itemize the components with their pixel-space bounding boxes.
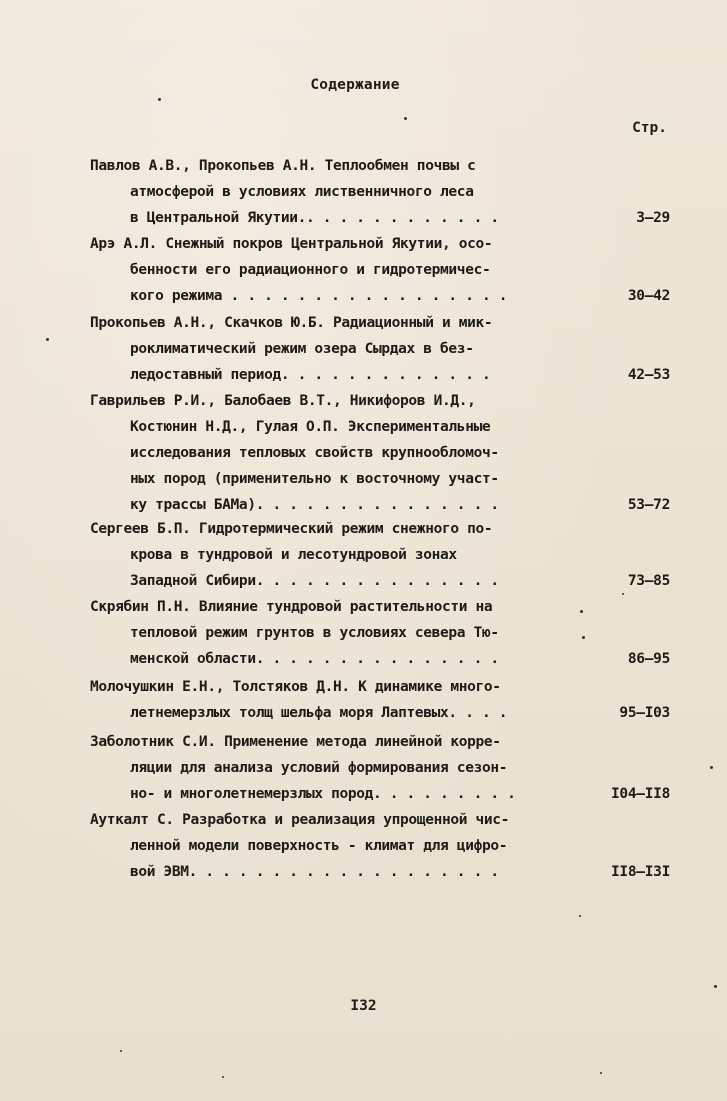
toc-entry (90, 807, 670, 885)
page-number: I32 (350, 998, 377, 1014)
entry-pages: 30–42 (627, 288, 670, 304)
entry-pages: I04–II8 (610, 786, 670, 802)
entry-line: бенности его радиационного и гидротермичес- (130, 262, 491, 278)
entry-line: Молочушкин Е.Н., Толстяков Д.Н. К динамике много- (90, 679, 501, 695)
entry-line-last (90, 492, 670, 518)
entry-line: Ауткалт С. Разработка и реализация упрощенной чис- (90, 812, 509, 828)
entry-pages: 73–85 (627, 573, 670, 589)
entry-line: кого режима . . . . . . . . . . . . . . . . . (130, 288, 508, 304)
entry-line: ку трассы БАМа). . . . . . . . . . . . . . . (130, 497, 499, 513)
paper-speck (222, 1076, 224, 1078)
entry-pages: 53–72 (627, 497, 670, 513)
entry-line: менской области. . . . . . . . . . . . . . . (130, 651, 499, 667)
toc-entry (90, 231, 670, 309)
entry-line: ленной модели поверхность - климат для цифро- (130, 838, 508, 854)
paper-speck (404, 117, 407, 120)
entry-line-last (90, 205, 670, 231)
entry-line: но- и многолетнемерзлых пород. . . . . . . . . (130, 786, 516, 802)
entry-line: в Центральной Якутии.. . . . . . . . . . . . (130, 210, 499, 226)
entry-line: Заболотник С.И. Применение метода линейной корре- (90, 734, 501, 750)
paper-speck (582, 636, 585, 639)
paper-speck (600, 1072, 602, 1074)
entry-line: летнемерзлых толщ шельфа моря Лаптевых. . . . (130, 705, 508, 721)
entry-line-last (90, 859, 670, 885)
paper-speck (714, 985, 717, 988)
entry-line: Западной Сибири. . . . . . . . . . . . . . . (130, 573, 499, 589)
entry-line: Сергеев Б.П. Гидротермический режим снежного по- (90, 521, 493, 537)
entry-line: Прокопьев А.Н., Скачков Ю.Б. Радиационный и мик- (90, 315, 493, 331)
entry-pages: 3–29 (636, 210, 670, 226)
entry-line: Павлов А.В., Прокопьев А.Н. Теплообмен почвы с (90, 158, 476, 174)
entry-line: ных пород (применительно к восточному участ- (130, 471, 499, 487)
entry-line: роклиматический режим озера Сырдах в без- (130, 341, 474, 357)
entry-pages: 95–I03 (619, 705, 670, 721)
pages-column-header: Стр. (632, 120, 667, 136)
entry-line: атмосферой в условиях лиственничного леса (130, 184, 474, 200)
entry-line: Гаврильев Р.И., Балобаев В.Т., Никифоров И.Д., (90, 393, 476, 409)
paper-speck (710, 766, 713, 769)
toc-entry (90, 516, 670, 594)
paper-speck (120, 1050, 122, 1052)
page-title: Содержание (310, 77, 400, 93)
paper-speck (46, 338, 49, 341)
entry-pages: 86–95 (627, 651, 670, 667)
entry-line-last (90, 700, 670, 726)
entry-pages: II8–I3I (610, 864, 670, 880)
toc-entry (90, 310, 670, 388)
paper-speck (580, 610, 583, 613)
entry-line: крова в тундровой и лесотундровой зонах (130, 547, 457, 563)
entry-line: тепловой режим грунтов в условиях севера Тю- (130, 625, 499, 641)
entry-line: вой ЭВМ. . . . . . . . . . . . . . . . . . . (130, 864, 499, 880)
entry-line: Костюнин Н.Д., Гулая О.П. Экспериментальные (130, 419, 491, 435)
toc-entry (90, 729, 670, 807)
entry-line: ледоставный период. . . . . . . . . . . . . (130, 367, 491, 383)
entry-line-last (90, 283, 670, 309)
entry-line: ляции для анализа условий формирования сезон- (130, 760, 508, 776)
entry-line: исследования тепловых свойств крупнообломоч- (130, 445, 499, 461)
paper-speck (158, 98, 161, 101)
paper-speck (579, 915, 581, 917)
toc-entry (90, 153, 670, 231)
entry-line-last (90, 362, 670, 388)
entry-line-last (90, 646, 670, 672)
entry-line: Скрябин П.Н. Влияние тундровой растительности на (90, 599, 493, 615)
entry-line-last (90, 568, 670, 594)
toc-entry (90, 674, 670, 726)
entry-line-last (90, 781, 670, 807)
toc-entry (90, 594, 670, 672)
entry-pages: 42–53 (627, 367, 670, 383)
toc-entry (90, 388, 670, 518)
paper-speck (622, 593, 624, 595)
entry-line: Арэ А.Л. Снежный покров Центральной Якутии, осо- (90, 236, 493, 252)
